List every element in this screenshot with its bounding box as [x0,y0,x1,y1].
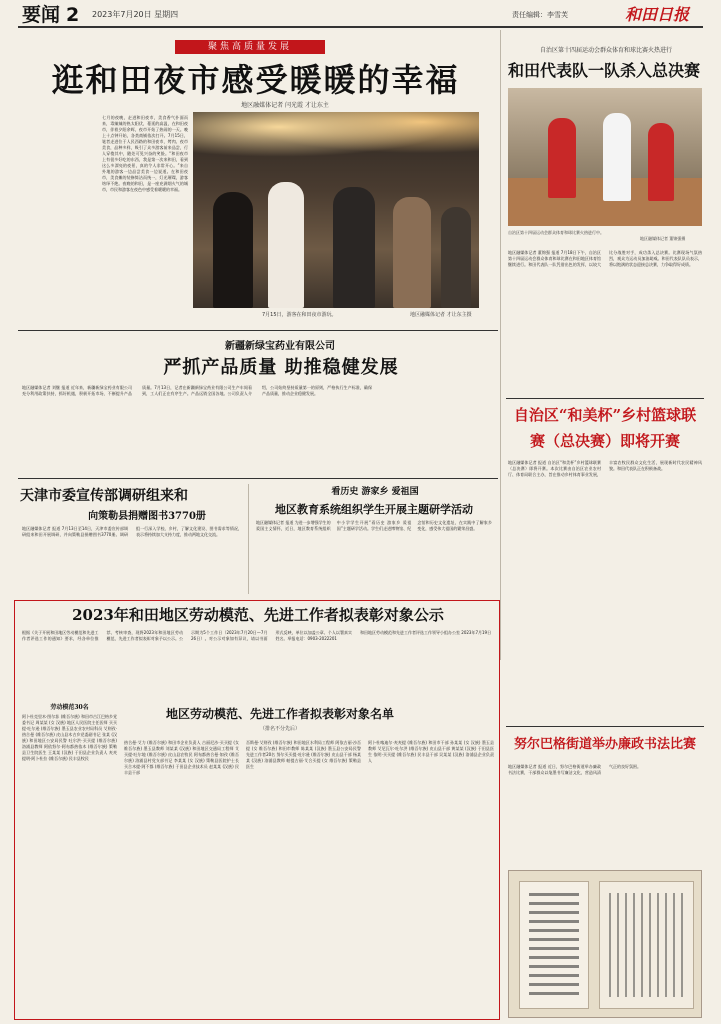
lead-body: 七月的夜晚，走进和田夜市，美食香气扑面而来，毒辣辣的热太阳伏，蔓延的高温，在和田夜市，伴着夕阳余晖，夜市开始了热闹的一天。晚上十点钟开始，各类商铺依次打开。7月15日，笔者走进位于人民西路的和田夜市，烤肉、夜市美食，品种多样，吸引了众多游客前来品尝，行人穿梭其中，随处可见兴奋的笑脸。“和田夜市上有很多好吃的东西，我是第一次来和田，看到这么多漂亮的夜景，真的令人非常开心。”来自外地的游客一边品尝美食一边说道。在和田夜市，美食摊的装修简洁而统一，灯光璀璨，游客络绎不绝。夜晚的和田，是一座充满烟火气的城市，市民和游客在夜色中感受着暖暖的幸福。 [102,115,188,192]
labor-col2: 热合曼·艾力 (维吾尔族) 和田市企业负责人 古丽尼沙·买买提 (女 维吾尔族) 墨玉县教师 刘某某 (汉族) 和田地区交通局工程师 艾买提·吐尔地 (维吾尔族) 皮山县农牧民 阿布都热合曼·如孜 (维吾尔族) 洛浦县村党支部书记 李某某 (女 汉族) 策勒县医院护士长 买合木提·阿不都 (维吾尔族) 于田县企业技术员 赵某某 (汉族) 民丰县干部 [124,740,239,775]
calligraphy-photo-strokes [529,893,579,997]
right-body: 地区融媒体记者 董锦强 报道 7月18日下午，自治区第十四届运动会群众体育和球比赛在和田地区体育馆继续进行。和田代表队一队凭借出色的发挥，以较大比分战胜对手，成功杀入总决赛。比赛现场气氛热烈，观众为运动员加油助威。和田代表队队员表示，将以饱满的状态迎接总决赛，力争取得好成绩。 [508,250,702,267]
lead-photo-caption: 7月15日，游客在和田夜市游玩。 [262,312,337,318]
lead-tag-text: 聚焦高质量发展 [207,42,292,52]
kanbian-headline: 地区教育系统组织学生开展主题研学活动 [275,503,473,516]
right-photo-player [648,123,674,201]
right-kicker: 自治区第十四届运动会群众体育和球比赛火热进行 [539,47,672,54]
section-label: 要闻 [22,4,61,26]
lead-tag [175,40,325,54]
lead-photo-person [213,192,253,308]
right-photo-caption: 自治区第十四届运动会群众体育和球比赛火热进行中。 [508,230,604,235]
lead-photo [193,112,479,308]
labor-col1: 阿卜杜克里木·图尔荪 (维吾尔族) 和田市古江巴格乡党委书记 周某某 (女 汉族) 地区人民医院主任医师 买买提·吐尔逊 (维吾尔族) 墨玉县农业农村局科员 艾则孜·热合曼 (维吾尔族) 皮山县木吉乡党委副书记 张某 (汉族) 和田地区公安局民警 吐尔洪·买买提 (维吾尔族) 洛浦县教师 阿依努尔·阿布都热依木 (维吾尔族) 策勒县卫生院医生 王某某 (汉族) 于田县企业负责人 麦麦提明·阿卜杜拉 (维吾尔族) 民丰县牧民 [22,714,117,761]
lead-headline: 逛和田夜市感受暖暖的幸福 [51,61,460,99]
calligraphy-body: 地区融媒体记者 报道 近日，努尔巴格街道举办廉政书法比赛，干部群众以笔墨书写廉洁文化，营造风清气正的良好氛围。 [508,764,641,775]
lead-photo-credit: 地区融媒体记者 才让东主摄 [410,312,472,318]
calligraphy-headline: 努尔巴格街道举办廉政书法比赛 [513,737,696,752]
editor-credit: 责任编辑：李雪芙 [512,11,568,19]
lead-photo-person [393,197,431,308]
ad-bottom-rule [18,478,498,479]
right-photo-player [603,113,631,201]
tianjin-body: 地区融媒体记者 报道 7月13日至14日，天津市委宣传部调研组来和田开展调研，并向策勒县捐赠图书3770册。调研组一行深入学校、乡村，了解文化建设、图书需求等情况，表示将持续加大支持力度，推动两地文化交流。 [22,526,242,537]
lead-photo-person [441,207,471,308]
issue-date: 2023年7月20日 星期四 [92,10,179,19]
lead-photo-person [268,182,304,308]
ad-body: 地区融媒体记者 刘继 报道 近年来，新疆新绿宝药业有限公司充分利用政策扶持，抓好机遇，积极开拓市场，不断提升产品质量。7月13日，记者在新疆新绿宝药业有限公司生产车间看到，工人们正在有序生产。产品远销全国各地。公司负责人介绍，公司始终坚持质量第一的原则，严格执行生产标准，确保产品质量，推动企业稳健发展。 [22,385,372,396]
right-photo-player [548,118,576,198]
masthead-rule [18,26,703,28]
tianjin-headline: 天津市委宣传部调研组来和 [20,488,188,504]
column-divider [248,484,249,594]
lead-bottom-rule [18,330,498,331]
right-column-divider [500,30,501,660]
labor-headline: 2023年和田地区劳动模范、先进工作者拟表彰对象公示 [72,606,444,624]
right-body-2: 地区融媒体记者 报道 自治区“和美杯”乡村篮球联赛（总决赛）即将开赛。本次比赛由自治区农业农村厅、体育局联合主办，旨在推动乡村体育事业发展，丰富农牧民群众文化生活，展现新时代农民精神风貌。和田代表队正在积极备战。 [508,460,702,477]
page-number: 2 [66,4,80,26]
paper-name: 和田日报 [625,5,690,24]
right-photo [508,88,702,226]
lead-byline: 地区融媒体记者 闫光霞 才让东主 [241,102,329,109]
lead-photo-lights [193,112,479,162]
calligraphy-rule [506,726,704,727]
calligraphy-photo-strokes [609,893,684,997]
labor-col4: 阿卜杜喀迪尔·麦麦提 (维吾尔族) 和田市干部 孙某某 (女 汉族) 墨玉县教师 艾尼瓦尔·吐尔洪 (维吾尔族) 皮山县干部 黄某某 (汉族) 于田县医生 依明·买买提 (维吾尔族) 民丰县干部 吴某某 (汉族) 洛浦县企业负责人 [368,740,494,763]
labor-intro: 根据《关于开展和田地区劳动模范和先进工作者评选工作的通知》要求，经各单位推荐、考核审查，现将2023年和田地区劳动模范、先进工作者拟表彰对象予以公示。公示期为5个工作日（2023年7月20日—7月26日）。对公示对象如有异议，请以书面形式反映，单位以加盖公章、个人以署真实姓名。举报电话：0903-2022201 [22,630,352,641]
right-photo-credit: 地区融媒体记者 董锦强摄 [640,236,686,241]
calligraphy-photo [508,870,702,1018]
lead-photo-person [333,187,375,308]
labor-col3: 吾斯曼·艾则孜 (维吾尔族) 和田地区水利局工程师 阿依古丽·沙吾提 (女 维吾尔族) 和田市教师 陈某某 (汉族) 墨玉县公安局民警 先进工作者20名 努尔买买提·吐尔逊 (维吾尔族) 皮山县干部 杨某某 (汉族) 洛浦县教师 帕提古丽·艾合买提 (女 维吾尔族) 策勒县医生 [246,740,361,769]
ad-company: 新疆新绿宝药业有限公司 [225,341,335,352]
right-section-rule [506,398,704,399]
labor-list-subtitle: （排名不分先后） [259,726,300,732]
masthead [0,0,721,26]
kanbian-body: 地区融媒体记者 报道 为进一步增强学生的爱国主义情怀，近日，地区教育系统组织中小学学生开展“看历史 游家乡 爱祖国”主题研学活动。学生们走进博物馆、纪念馆和历史文化遗址，在实践中了解家乡变化，感受伟大祖国的繁荣昌盛。 [256,520,492,531]
tianjin-subhead: 向策勒县捐赠图书3770册 [88,511,206,522]
labor-side-note: 和田地区劳动模范和先进工作者评选工作领导小组办公室 2023年7月19日 [360,630,492,635]
labor-list-title: 地区劳动模范、先进工作者拟表彰对象名单 [165,707,394,721]
right-headline-2: 自治区“和美杯”乡村篮球联赛（总决赛）即将开赛 [513,406,697,450]
right-headline: 和田代表队一队杀入总决赛 [507,61,700,80]
ad-slogan: 严抓产品质量 助推稳健发展 [163,357,399,378]
labor-col1-head: 劳动模范30名 [50,704,89,711]
kanbian-kicker: 看历史 游家乡 爱祖国 [331,487,419,497]
